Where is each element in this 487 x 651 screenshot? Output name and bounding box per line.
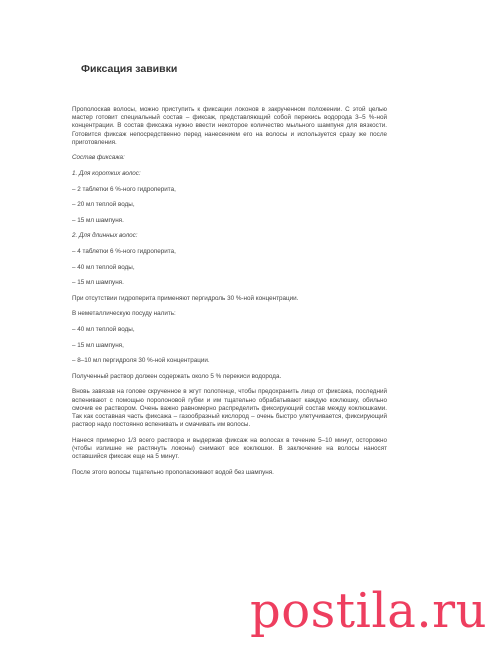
body-paragraph: Прополоскав волосы, можно приступить к фиксации локонов в закрученном положении. С этой целью мастер готовит специальный состав – фиксаж, представляющий собой перекись водорода 3–5 %-ной концентрации. В состав фиксажа нужно ввести некоторое количество мыльного шампуня для вязкости. Готовится фиксаж непосредственно перед нанесением его на волосы и используется сразу же после приготовления. bbox=[72, 106, 387, 146]
body-paragraph: При отсутствии гидроперита применяют пергидроль 30 %-ной концентрации. bbox=[72, 294, 299, 302]
body-paragraph: – 4 таблетки 6 %-ного гидроперита, bbox=[72, 247, 176, 255]
body-paragraph: – 15 мл шампуня. bbox=[72, 216, 124, 224]
body-paragraph: – 20 мл теплой воды, bbox=[72, 201, 135, 209]
body-paragraph: Состав фиксажа: bbox=[72, 154, 125, 162]
body-paragraph: – 40 мл теплой воды, bbox=[72, 263, 135, 271]
body-paragraph: 1. Для коротких волос: bbox=[72, 170, 141, 177]
body-paragraph: Вновь завязав на голове скрученное в жгут полотенце, чтобы предохранить лицо от фиксажа, последний вспенивают с помощью поролоновой губки и им тщательно обрабатывают каждую коклюшку, обильно смочив ее раствором. Очень важно равномерно распределить фиксирующий состав между коклюшками. Так как составная часть фиксажа – газообразный кислород – очень быстро улетучивается, фиксирующий раствор надо постоянно вспенивать и смачивать им волосы. bbox=[72, 388, 387, 429]
body-paragraph: Полученный раствор должен содержать около 5 % перекиси водорода. bbox=[72, 372, 282, 380]
body-paragraph: После этого волосы тщательно прополаскивают водой без шампуня. bbox=[72, 468, 274, 476]
body-paragraph: – 15 мл шампуня. bbox=[72, 279, 124, 287]
body-paragraph: – 15 мл шампуня, bbox=[72, 341, 124, 349]
document-title: Фиксация завивки bbox=[81, 63, 178, 75]
body-paragraph: – 8–10 мл пергидроля 30 %-ной концентрации. bbox=[72, 357, 210, 365]
body-paragraph: – 2 таблетки 6 %-ного гидроперита, bbox=[72, 185, 176, 193]
body-paragraph: Нанеся примерно 1/3 всего раствора и выдержав фиксаж на волосах в течение 5–10 минут, осторожно (чтобы излишне не растянуть локоны) снимают все коклюшки. В заключение на волосы наносят оставшийся фиксаж еще на 5 минут. bbox=[72, 436, 387, 461]
document-body bbox=[72, 106, 387, 484]
body-paragraph: 2. Для длинных волос: bbox=[72, 232, 138, 240]
watermark-logo: postila.ru bbox=[250, 583, 487, 639]
body-paragraph: – 40 мл теплой воды, bbox=[72, 325, 135, 333]
body-paragraph: В неметаллическую посуду налить: bbox=[72, 310, 176, 318]
